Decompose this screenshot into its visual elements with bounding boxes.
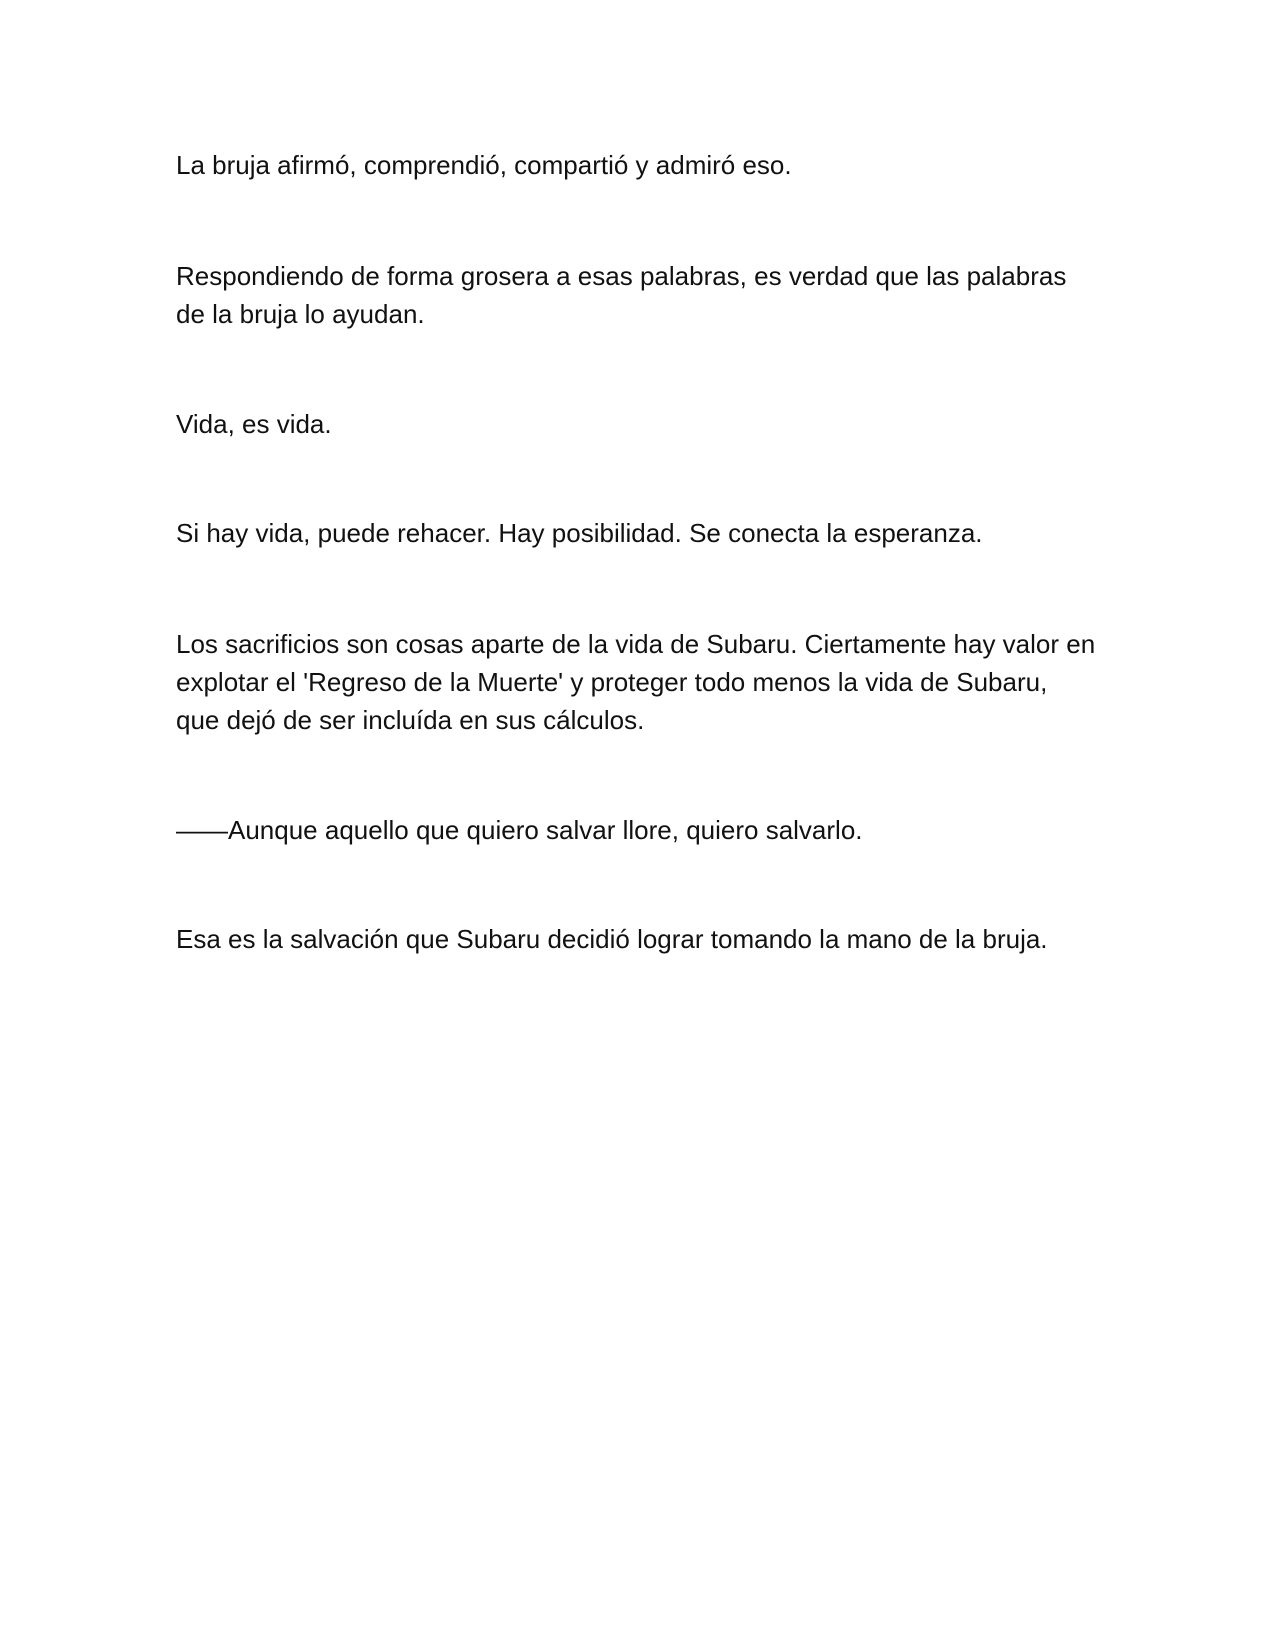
paragraph-5: Los sacrificios son cosas aparte de la vida de Subaru. Ciertamente hay valor en explotar el 'Regreso de la Muerte' y proteger todo menos la vida de Subaru, que dejó de ser incluída en sus cálculos.: [176, 629, 1103, 735]
paragraph-2: Respondiendo de forma grosera a esas palabras, es verdad que las palabras de la bruja lo ayudan.: [176, 261, 1074, 329]
paragraph-6: ——Aunque aquello que quiero salvar llore, quiero salvarlo.: [176, 815, 863, 845]
paragraph-1: La bruja afirmó, comprendió, compartió y admiró eso.: [176, 150, 792, 180]
paragraph-3: Vida, es vida.: [176, 409, 332, 439]
paragraph-7: Esa es la salvación que Subaru decidió lograr tomando la mano de la bruja.: [176, 924, 1048, 954]
paragraph-4: Si hay vida, puede rehacer. Hay posibilidad. Se conecta la esperanza.: [176, 518, 983, 548]
